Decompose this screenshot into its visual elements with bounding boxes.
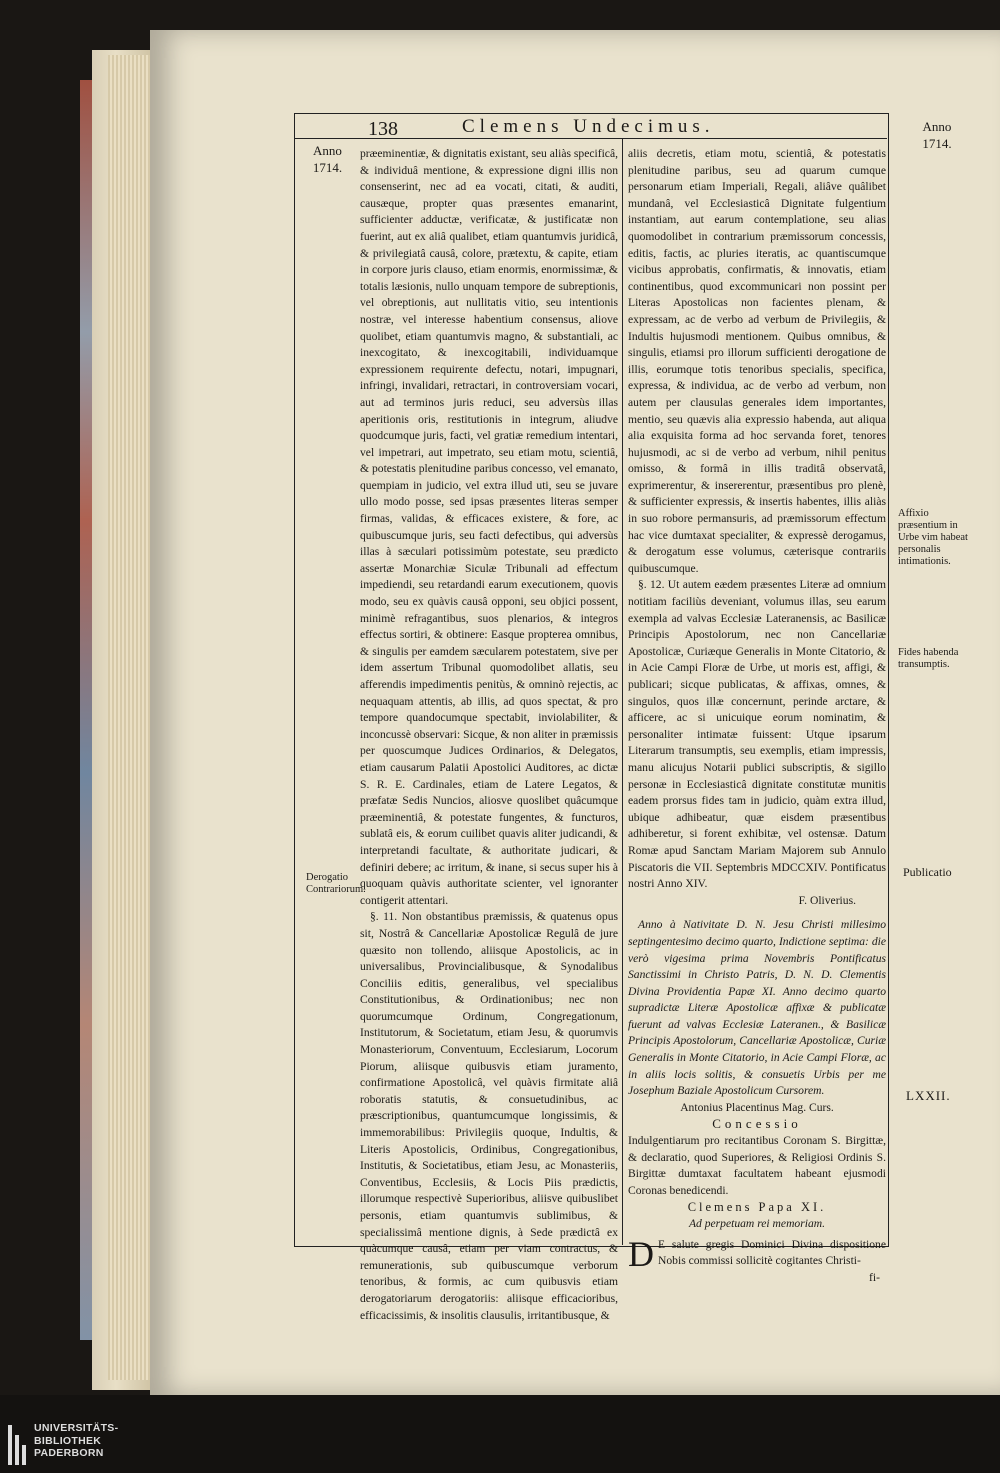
margin-note-fides: Fides habenda transumptis. — [898, 647, 959, 670]
left-column — [360, 146, 618, 1324]
logo-line-1: UNIVERSITÄTS- — [34, 1422, 119, 1434]
logo-line-2: BIBLIOTHEK — [34, 1434, 102, 1447]
anno-left-label: Anno — [313, 143, 342, 158]
section-11: §. 11. Non obstantibus præmissis, & quatenus opus sit, Nostrâ & Cancellariæ Apostolicæ Regulâ de jure quæsito non tollendo, aliisque Apostolicis, ac in universalibus, Provincialibusque, & Synodalibus Conciliis editis, generalibus, vel specialibus Constitutionibus, & Ordinationibus; nec non quorumcumque Ordinum, Congregationum, Institutorum, & Societatum, etiam Jesu, & quorumvis Monasteriorum, Conventuum, Ecclesiarum, Locorum Piorum, aliisque quibusvis etiam juramento, confirmatione Apostolicâ, vel quàvis firmitate aliâ roboratis statutis, & consuetudinibus, ac præscriptionibus, quantumcumque longissimis, & immemorabilibus: Privilegiis quoque, Indultis, & Literis Apostolicis, Ordinibus, Congregationibus, Institutis, & Societatibus, etiam Jesu, ac Monasteriis, Conventibus, Ecclesiis, & Locis Piis prædictis, illorumque respectivè Superioribus, aliisve quibuslibet personis, etiam quantumvis sublimibus, & specialissimâ mentione dignis, à Sede prædictâ ex quàcumque causâ, etiam per viam contractus, & remunerationis, sub quibuscumque verborum tenoribus, & formis, ac cum quibusvis etiam derogatoriarum derogatoriis: aliisque efficacioribus, efficacissimis, & insolitis clausulis, irritantibusque, & — [360, 910, 618, 1322]
page-number: 138 — [368, 118, 398, 140]
concessio-title: Concessio — [712, 1116, 802, 1132]
logo-line-3: PADERBORN — [34, 1447, 104, 1459]
right-main-text: aliis decretis, etiam motu, scientiâ, & potestatis plenitudine paribus, seu ad quarum cumque personarum etiam Imperiali, Regali, aliâve quâlibet mundanâ, vel Ecclesiasticâ Dignitate fulgentium instantiam, aut earum contemplatione, seu alias quomodolibet in contrarium præmissorum concessis, editis, factis, ac pluries iteratis, ac quantiscumque vicibus approbatis, confirmatis, & innovatis, etiam continentibus, quod excommunicari non possint per Literas Apostolicas non facientes plenam, & expressam, ac de verbo ad verbum de Privilegiis, & Indultis hujusmodi mentionem. Quibus omnibus, & singulis, etiamsi pro illorum sufficienti derogatione de illis, eorumque totis tenoribus specialis, specifica, expressa, & individua, ac de verbo ad verbum, non autem per clausulas generales idem importantes, mentio, seu quævis alia expressio habenda, aut aliqua alia exquisita forma ad hoc servanda foret, tenores hujusmodi, ac si de verbo ad verbum, nihil penitus omisso, & formâ in illis traditâ observatâ, exprimerentur, & insererentur, præsentibus pro plenè, & sufficienter expressis, & insertis habentes, illis aliàs in suo robore permansuris, ad præmissorum effectum hac vice dumtaxat specialiter, & expressè derogamus, & derogatum esse volumus, cæterisque contrariis quibuscumque. — [628, 147, 886, 575]
scan-background-bottom — [0, 1395, 1000, 1473]
concessio-description: Indulgentiarum pro recitantibus Coronam S. Birgittæ, & declaratio, quod Superiores, & Religiosi Ordinis S. Birgittæ dumtaxat facultatem habeant ejusmodi Coronas benedicendi. — [628, 1134, 886, 1197]
catchword: fi- — [869, 1270, 880, 1284]
anno-right-year: 1714. — [922, 136, 952, 151]
margin-note-derogatio: Derogatio Contrariorum. — [306, 872, 366, 895]
running-head: Clemens Undecimus. — [462, 116, 715, 137]
column-rule — [622, 138, 623, 1245]
signer-placentinus: Antonius Placentinus Mag. Curs. — [680, 1100, 834, 1114]
margin-note-number: LXXII. — [906, 1088, 951, 1103]
perpetuam-memoriam: Ad perpetuam rei memoriam. — [688, 1217, 826, 1230]
section-12: §. 12. Ut autem eædem præsentes Literæ ad omnium notitiam faciliùs deveniant, volumus illas, seu earum exempla ad valvas Ecclesiæ Lateranensis, ac Basilicæ Principis Apostolorum, nec non Cancellariæ Apostolicæ, Curiæque Generalis in Monte Citatorio, & in Acie Campi Floræ de Urbe, ut moris est, affigi, & publicari; sicque publicatas, & affixas, omnes, & singulos, quos illæ concernunt, perinde arctare, & afficere, ac si unicuique eorum nominatim, & personaliter intimatæ fuissent: Utque ipsarum Literarum transumptis, seu exemplis, etiam impressis, manu alicujus Notarii publici subscriptis, & sigillo personæ in Ecclesiasticâ dignitate constitutæ munitis eadem prorsus fides tam in judicio, quàm extra illud, ubique adhibeatur, quæ eisdem præsentibus adhiberetur, si forent exhibitæ, vel ostensæ. Datum Romæ apud Sanctam Mariam Majorem sub Annulo Piscatoris die VII. Septembris MDCCXIV. Pontificatus nostri Anno XIV. — [628, 578, 886, 891]
publication-note: Anno à Nativitate D. N. Jesu Christi millesimo septingentesimo decimo quarto, Indictione septima: die verò vigesima prima Novembris Pontificatus Sanctissimi in Christo Patris, D. N. D. Clementis Divina Providentia Papæ XI. Anno decimo quarto supradictæ Literæ Apostolicæ affixæ & publicatæ fuerunt ad valvas Ecclesiæ Lateranen., & Basilicæ Principis Apostolorum, Cancellariæ Apostolicæ, Curiæ Generalis in Monte Citatorio, in Acie Campi Floræ, ac in aliis locis solitis, & consuetis Urbis per me Josephum Baziale Apostolicum Cursorem. — [628, 918, 886, 1098]
library-logo-text — [34, 1422, 118, 1460]
margin-note-publicatio: Publicatio — [903, 865, 952, 879]
right-column — [628, 146, 886, 1286]
page-edges-stack — [108, 55, 156, 1380]
anno-left — [305, 142, 350, 176]
pope-title: Clemens Papa XI. — [687, 1200, 827, 1215]
anno-right-label: Anno — [922, 119, 952, 134]
opening-text: E salute gregis Dominici Divina dispositione Nobis commissi sollicitè cogitantes Christi- — [658, 1237, 886, 1268]
signer-oliverius: F. Oliverius. — [798, 893, 856, 907]
margin-note-affixio: Affixio præsentium in Urbe vim habeat personalis intimationis. — [898, 508, 968, 567]
anno-right — [912, 118, 962, 152]
library-logo-icon — [8, 1425, 28, 1465]
drop-cap: D — [628, 1233, 654, 1274]
anno-left-year: 1714. — [312, 160, 343, 175]
opening-paragraph — [628, 1233, 886, 1274]
left-main-text: præeminentiæ, & dignitatis existant, seu aliàs specificâ, & individuâ mentione, & expressione digni illis non consenserint, nec ad ea vocati, citati, & auditi, causæque, propter quas præsentes emanarint, sufficienter adductæ, verificatæ, & justificatæ non fuerint, aut ex aliâ qualibet, etiam quantumvis juridicâ, & privilegiatâ causâ, colore, prætextu, & capite, etiam in corpore juris clauso, etiam enormis, enormissimæ, & totalis læsionis, nullo unquam tempore de subreptionis, vel obreptionis, aut nullitatis vitio, seu intentionis nostræ, vel interesse habentium consensus, aliove quolibet, etiam quantumvis magno, & substantiali, ac inexcogitato, & inexcogitabili, individuamque expressionem requirente defectu, notari, impugnari, infringi, invalidari, retractari, in controversiam vocari, aut ad terminos juris reduci, seu adversùs illas aperitionis oris, restitutionis in integrum, aliudve quodcumque juris, facti, vel gratiæ remedium intentari, vel impetrari, aut impetrato, seu etiam motu, scientiâ, & potestatis plenitudine paribus concesso, vel emanato, quempiam in judicio, vel extra illud uti, seu se juvare ullo modo posse, sed ipsas præsentes literas semper firmas, validas, & efficaces existere, & fore, ac quibuscumque juris, seu facti defectibus, qui adversùs illas à sæculari potissimùm potestate, seu prædicto assertæ Monarchiæ Siculæ Tribunali ad effectum impediendi, seu retardandi earum executionem, quovis modo, seu ex quàvis causâ opponi, seu objici possent, minimè refragantibus, suos plenarios, & integros effectus sortiri, & obtinere: Easque propterea omnibus, & singulis per eamdem sæcularem potestatem, sive per idem assertum Tribunal quomodolibet allatis, seu afferendis impedimentis penitùs, & omninò rejectis, ac nequaquam attentis, ab illis, ad quos spectat, & pro tempore quandocumque spectabit, inviolabiliter, & inconcussè observari: Sicque, & non aliter in præmissis per quoscumque Judices Ordinarios, & Delegatos, etiam causarum Palatii Apostolici Auditores, ac dictæ S. R. E. Cardinales, etiam de Latere Legatos, & præfatæ Sedis Nuncios, aliosve quoslibet quâcumque præeminentiâ, & potestate fungentes, & functuros, sublatâ eis, & eorum cuilibet quavis aliter judicandi, & interpretandi facultate, & authoritate judicari, & definiri debere; ac irritum, & inane, si secus super his à quoquam quàvis authoritate scienter, vel ignoranter contigerit attentari. — [360, 147, 618, 907]
